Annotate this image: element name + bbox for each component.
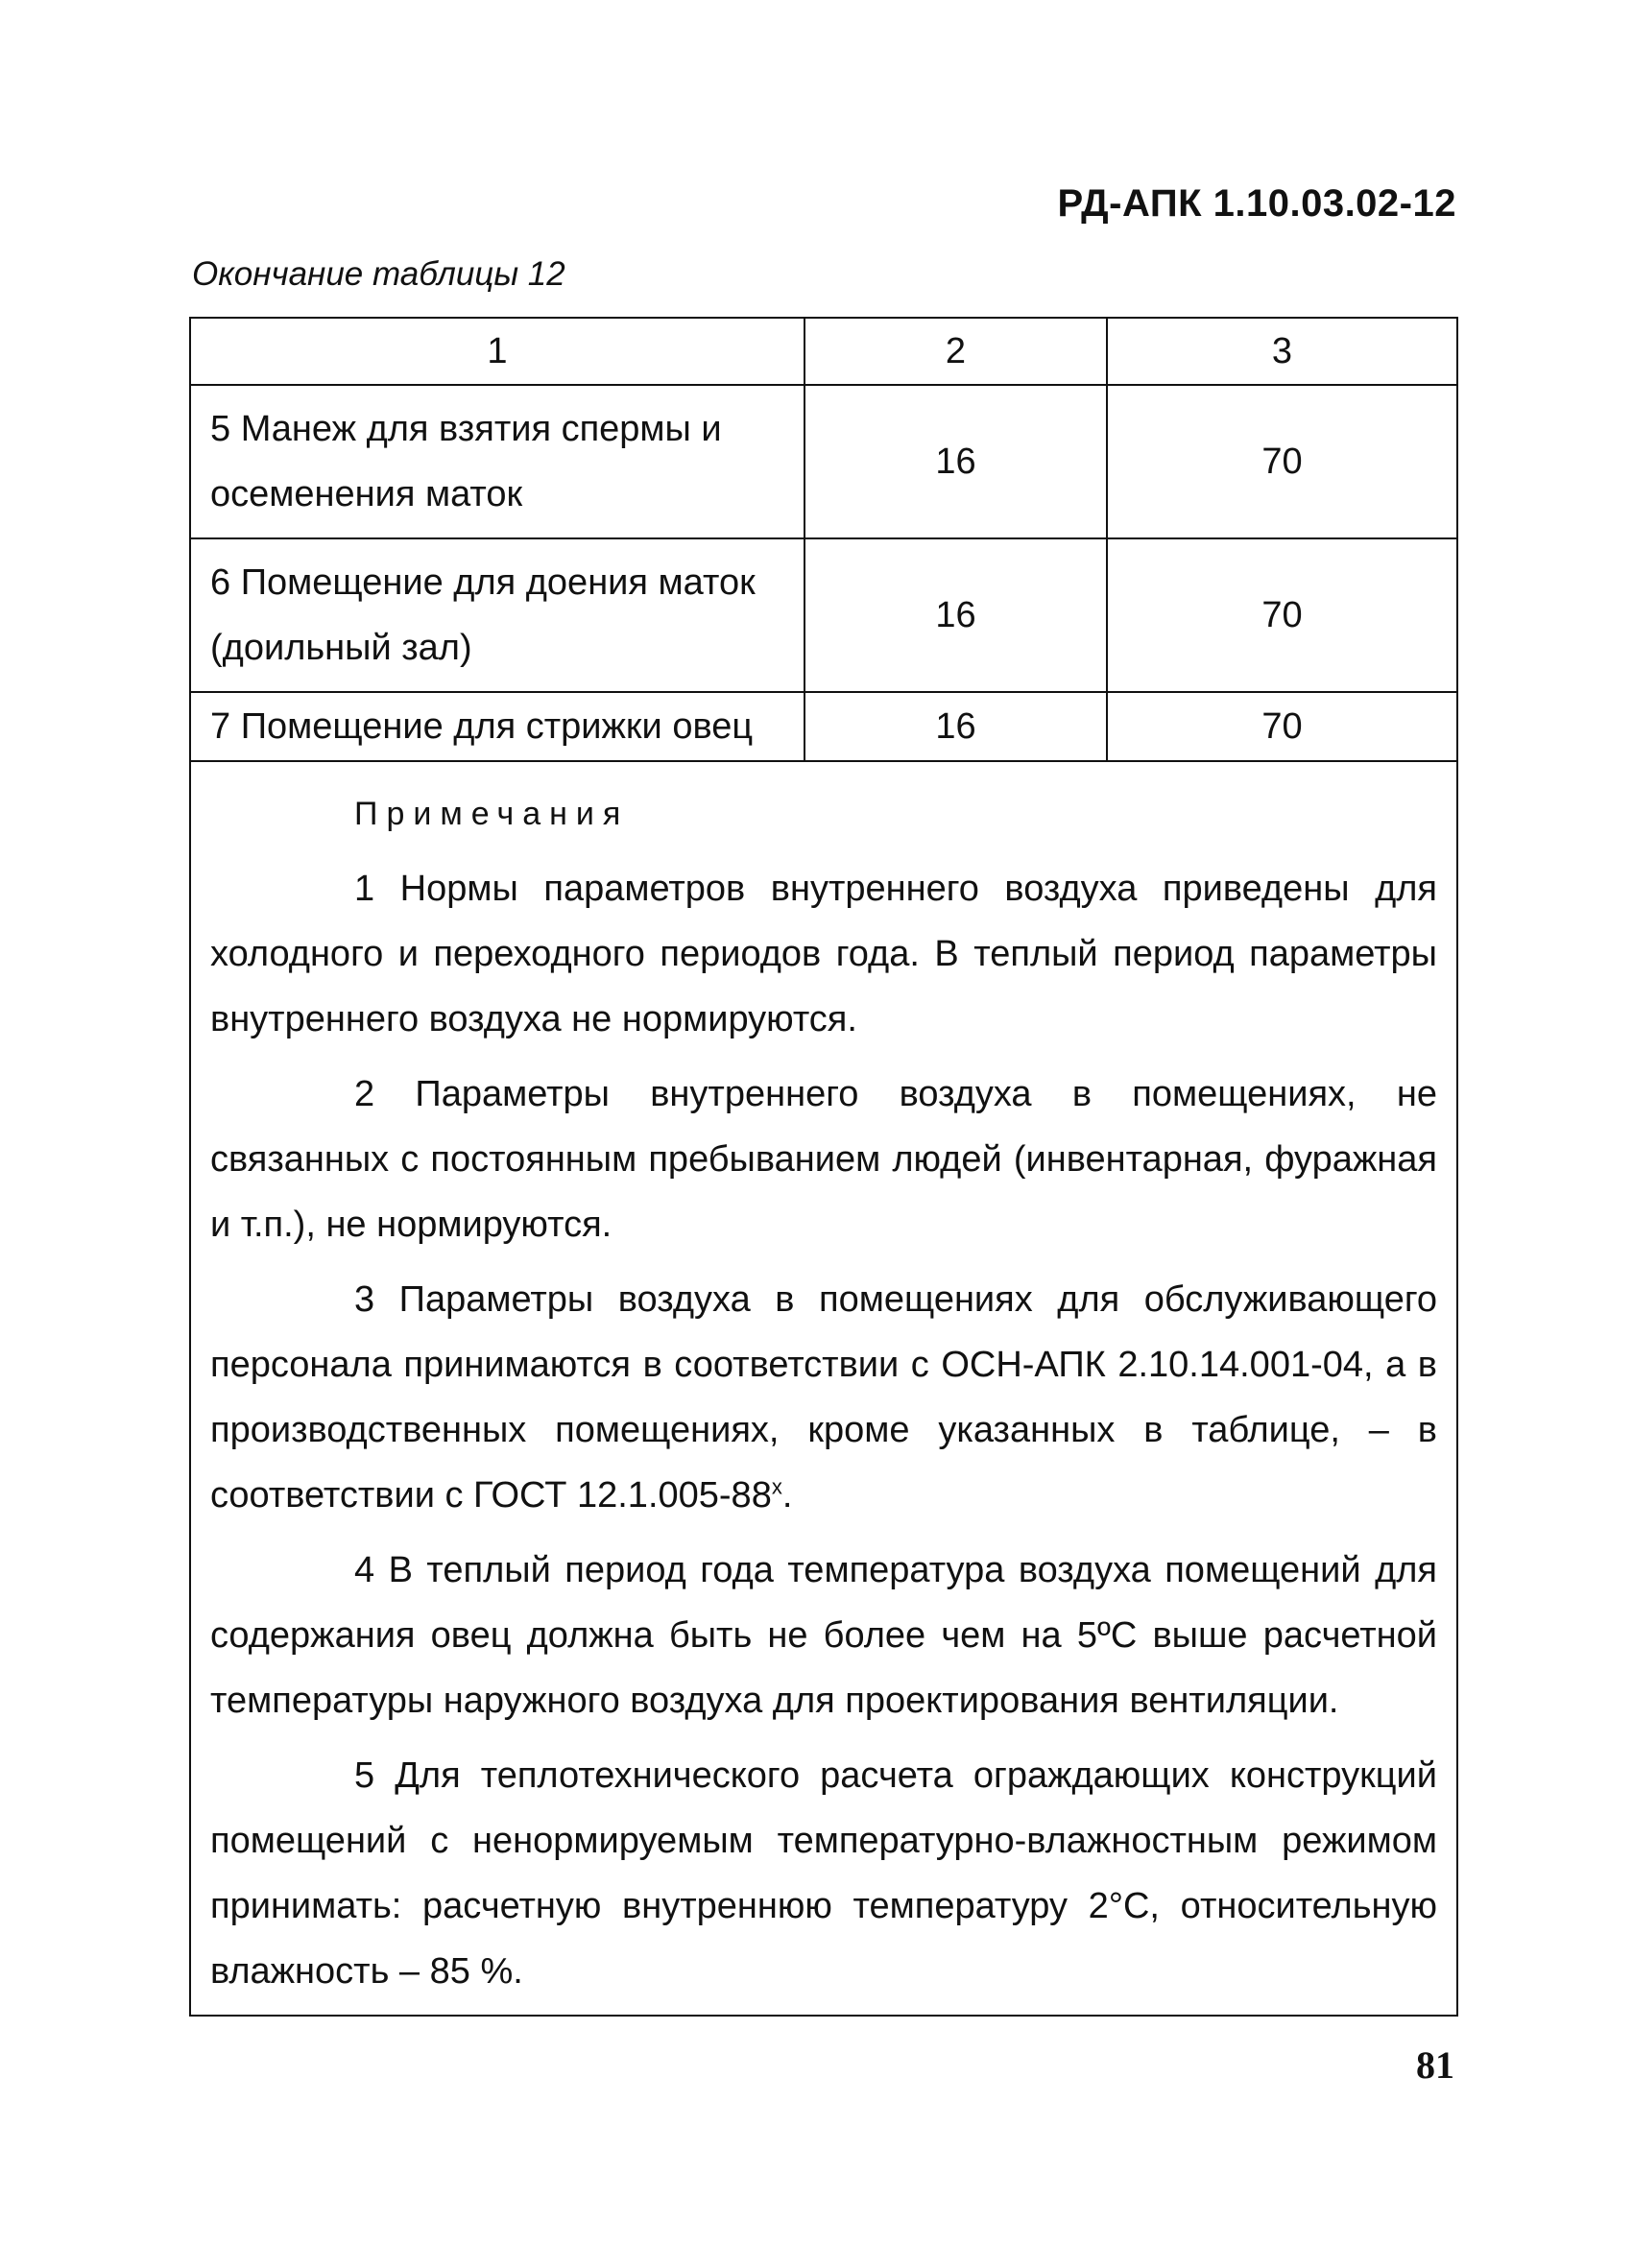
row-name-line: 5 Манеж для взятия спермы и (210, 409, 722, 449)
notes-heading: Примечания (354, 795, 630, 832)
row-name-cell (190, 385, 804, 538)
row-value-col2: 16 (804, 385, 1107, 538)
note-item-1: 1 Нормы параметров внутреннего воздуха приведены для холодного и переходного периодов года. В теплый период параметры внутреннего воздуха не нормируются. (210, 868, 1437, 1039)
document-code: РД-АПК 1.10.03.02-12 (1057, 182, 1456, 225)
data-table (189, 317, 1458, 2017)
column-header-2: 2 (804, 318, 1107, 385)
row-name-cell (190, 692, 804, 761)
table-row (190, 692, 1457, 761)
row-name-line: осеменения маток (210, 474, 523, 514)
note-item-5: 5 Для теплотехнического расчета ограждающих конструкций помещений с ненормируемым температурно-влажностным режимом принимать: расчетную внутреннюю температуру 2°С, относительную влажность – 85 %. (210, 1755, 1437, 1992)
row-value-col3: 70 (1107, 538, 1457, 692)
table-header-row (190, 318, 1457, 385)
row-name-line: 6 Помещение для доения маток (210, 562, 756, 603)
table-row (190, 538, 1457, 692)
row-name-line: 7 Помещение для стрижки овец (210, 706, 754, 747)
row-name-cell (190, 538, 804, 692)
notes-cell (190, 761, 1457, 2016)
row-value-col3: 70 (1107, 385, 1457, 538)
row-value-col3: 70 (1107, 692, 1457, 761)
row-value-col2: 16 (804, 692, 1107, 761)
row-value-col2: 16 (804, 538, 1107, 692)
note-item-3-text: 3 Параметры воздуха в помещениях для обслуживающего персонала принимаются в соответствии с ОСН-АПК 2.10.14.001-04, а в производственных помещениях, кроме указанных в таблице, – в соответствии с ГОСТ 12.1.005-88 (210, 1278, 1437, 1516)
table-caption: Окончание таблицы 12 (192, 255, 565, 293)
notes-row (190, 761, 1457, 2016)
column-header-1: 1 (190, 318, 804, 385)
note-item-4: 4 В теплый период года температура воздуха помещений для содержания овец должна быть не более чем на 5ºC выше расчетной температуры наружного воздуха для проектирования вентиляции. (210, 1549, 1437, 1721)
page-number: 81 (1416, 2043, 1454, 2087)
column-header-3: 3 (1107, 318, 1457, 385)
note-item-3-end: . (781, 1474, 793, 1516)
row-name-line: (доильный зал) (210, 628, 472, 668)
table-row (190, 385, 1457, 538)
note-item-3-superscript: х (771, 1473, 782, 1498)
note-item-2: 2 Параметры внутреннего воздуха в помещениях, не связанных с постоянным пребыванием людей (инвентарная, фуражная и т.п.), не нормируются. (210, 1073, 1437, 1245)
note-item-3 (210, 1267, 1437, 1528)
